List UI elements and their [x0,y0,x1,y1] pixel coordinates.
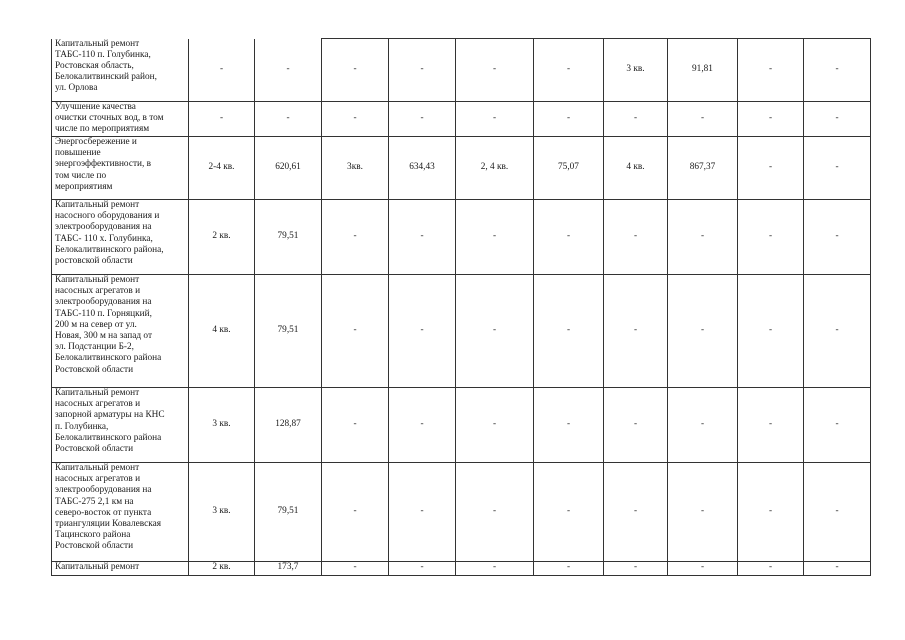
table-cell: - [389,388,456,463]
table-cell: - [534,102,604,137]
table-row [52,39,871,102]
table-cell: 2-4 кв. [189,137,255,200]
table-cell: - [456,102,534,137]
table-cell: - [322,39,389,102]
table-cell: - [534,275,604,388]
table-cell: - [668,102,738,137]
work-item-name: Улучшение качества очистки сточных вод, в том числе по мероприятиям [52,102,189,137]
table-cell: 91,81 [668,39,738,102]
table-row [52,562,871,576]
table-cell: - [804,388,871,463]
table-cell: 79,51 [255,275,322,388]
table-cell: - [389,562,456,576]
work-item-name: Капитальный ремонт насосных агрегатов и электрооборудования на ТАБС-110 п. Горняцкий, 200 м на север от ул. Новая, 300 м на запад от эл. Подстанции Б-2, Белокалитвинского района Ростовской области [52,275,189,388]
table-cell: - [534,39,604,102]
table-cell: - [456,388,534,463]
table-cell: 634,43 [389,137,456,200]
table-cell: - [389,102,456,137]
work-item-name: Капитальный ремонт насосного оборудования и электрооборудования на ТАБС- 110 х. Голубинка, Белокалитвинского района, ростовской области [52,200,189,275]
table-cell: - [456,200,534,275]
table-cell: - [604,388,668,463]
table-cell: - [604,200,668,275]
table-cell: - [456,275,534,388]
work-item-name: Капитальный ремонт ТАБС-110 п. Голубинка, Ростовская область, Белокалитвинский район, ул. Орлова [52,39,189,102]
table-cell: - [738,562,804,576]
table-cell: - [534,562,604,576]
table-cell: - [804,463,871,562]
table-cell: - [456,39,534,102]
table-cell: 2, 4 кв. [456,137,534,200]
table-cell: - [804,39,871,102]
table-cell: - [604,562,668,576]
table-cell: - [804,137,871,200]
table-cell: - [322,388,389,463]
table-row [52,388,871,463]
investment-program-table [51,38,871,576]
table-cell: - [738,102,804,137]
table-cell: - [668,275,738,388]
table-cell: 3кв. [322,137,389,200]
table-cell: 128,87 [255,388,322,463]
table-cell: - [668,562,738,576]
table-cell: - [738,388,804,463]
table-cell: 79,51 [255,200,322,275]
table-cell: - [668,388,738,463]
table-cell: - [738,137,804,200]
table-cell: - [389,200,456,275]
table-cell: 2 кв. [189,200,255,275]
table-cell: - [604,275,668,388]
table-cell: 3 кв. [604,39,668,102]
table-cell: - [322,562,389,576]
table-cell: - [534,463,604,562]
table-cell: - [738,275,804,388]
table-cell: 79,51 [255,463,322,562]
table-cell: - [804,275,871,388]
table-row [52,275,871,388]
table-cell: - [189,102,255,137]
table-cell: 75,07 [534,137,604,200]
table-cell: - [738,200,804,275]
table-cell: - [456,562,534,576]
table-body [52,39,871,576]
table-cell: - [456,463,534,562]
table-cell: 3 кв. [189,388,255,463]
work-item-name: Капитальный ремонт насосных агрегатов и запорной арматуры на КНС п. Голубинка, Белокалитвинского района Ростовской области [52,388,189,463]
table-cell: - [604,102,668,137]
table-cell: 3 кв. [189,463,255,562]
table-row [52,137,871,200]
table-cell: 620,61 [255,137,322,200]
table-cell: - [668,463,738,562]
table-cell: - [804,562,871,576]
table-cell: - [322,102,389,137]
table-row [52,463,871,562]
table-cell: - [604,463,668,562]
table-cell: - [389,39,456,102]
table-cell: - [255,102,322,137]
table-row [52,200,871,275]
table-cell: - [534,388,604,463]
table-cell: - [389,275,456,388]
table-cell: - [804,102,871,137]
table-cell: - [389,463,456,562]
table-cell: - [322,463,389,562]
table-cell: 2 кв. [189,562,255,576]
work-item-name: Энергосбережение и повышение энергоэффективности, в том числе по мероприятиям [52,137,189,200]
table-cell: 4 кв. [189,275,255,388]
table-cell: 867,37 [668,137,738,200]
table-cell: - [738,39,804,102]
work-item-name: Капитальный ремонт [52,562,189,576]
table-cell: 4 кв. [604,137,668,200]
work-item-name: Капитальный ремонт насосных агрегатов и электрооборудования на ТАБС-275 2,1 км на северо-восток от пункта триангуляции Ковалевская Тацинского района Ростовской области [52,463,189,562]
table-cell: - [255,39,322,102]
table-cell: - [804,200,871,275]
table-cell: - [189,39,255,102]
table-cell: - [534,200,604,275]
table-cell: - [668,200,738,275]
table-cell: - [738,463,804,562]
table-row [52,102,871,137]
table-cell: 173,7 [255,562,322,576]
table-cell: - [322,275,389,388]
table-cell: - [322,200,389,275]
